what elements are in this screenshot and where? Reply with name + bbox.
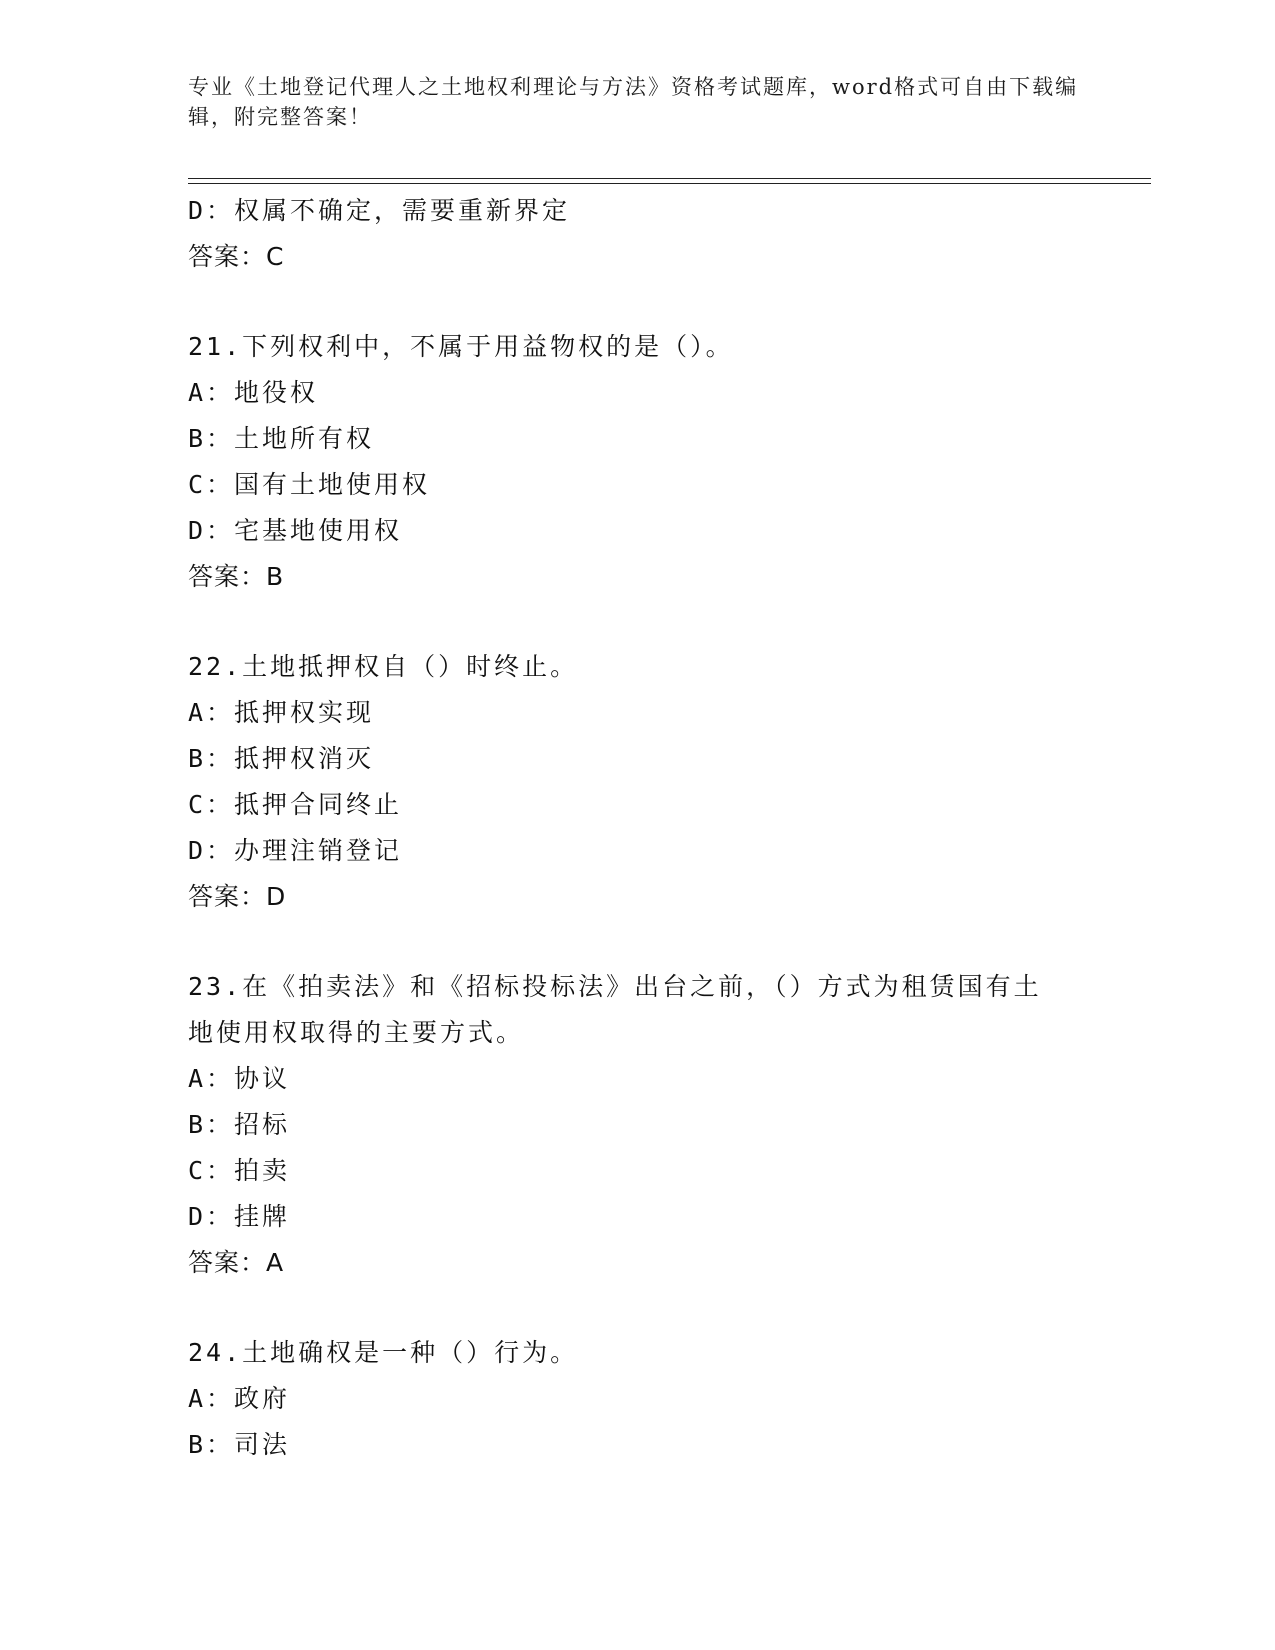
option-a: A：政府 <box>188 1384 291 1413</box>
header-title: 专业《土地登记代理人之土地权利理论与方法》资格考试题库，word格式可自由下载编辑，附完整答案！ <box>188 75 1079 129</box>
question-stem-24: 24.土地确权是一种（）行为。 <box>188 1338 579 1367</box>
answer: 答案：A <box>188 1248 285 1277</box>
option-c: C：拍卖 <box>188 1156 291 1185</box>
option-b: B：司法 <box>188 1430 291 1459</box>
header-divider-top <box>188 178 1151 179</box>
answer: 答案：C <box>188 242 285 271</box>
option-d: D：办理注销登记 <box>188 836 403 865</box>
header-divider-bottom <box>188 183 1151 184</box>
question-stem-22: 22.土地抵押权自（）时终止。 <box>188 652 579 681</box>
spacer <box>188 280 1128 324</box>
question-stem-21: 21.下列权利中，不属于用益物权的是（）。 <box>188 332 734 361</box>
option-c: C：抵押合同终止 <box>188 790 403 819</box>
question-list <box>188 188 1128 1468</box>
option-a: A：协议 <box>188 1064 291 1093</box>
option-b: B：招标 <box>188 1110 291 1139</box>
spacer <box>188 920 1128 964</box>
document-header <box>188 72 1088 132</box>
spacer <box>188 1286 1128 1330</box>
option-d: D：挂牌 <box>188 1202 291 1231</box>
option-b: B：抵押权消灭 <box>188 744 375 773</box>
question-stem-23-line2: 地使用权取得的主要方式。 <box>188 1018 525 1047</box>
option-d: D：权属不确定，需要重新界定 <box>188 196 571 225</box>
option-b: B：土地所有权 <box>188 424 375 453</box>
question-stem-23-line1: 23.在《拍卖法》和《招标投标法》出台之前，（）方式为租赁国有土 <box>188 972 1042 1001</box>
option-a: A：地役权 <box>188 378 319 407</box>
option-a: A：抵押权实现 <box>188 698 375 727</box>
spacer <box>188 600 1128 644</box>
answer: 答案：D <box>188 882 287 911</box>
answer: 答案：B <box>188 562 285 591</box>
option-c: C：国有土地使用权 <box>188 470 431 499</box>
option-d: D：宅基地使用权 <box>188 516 403 545</box>
